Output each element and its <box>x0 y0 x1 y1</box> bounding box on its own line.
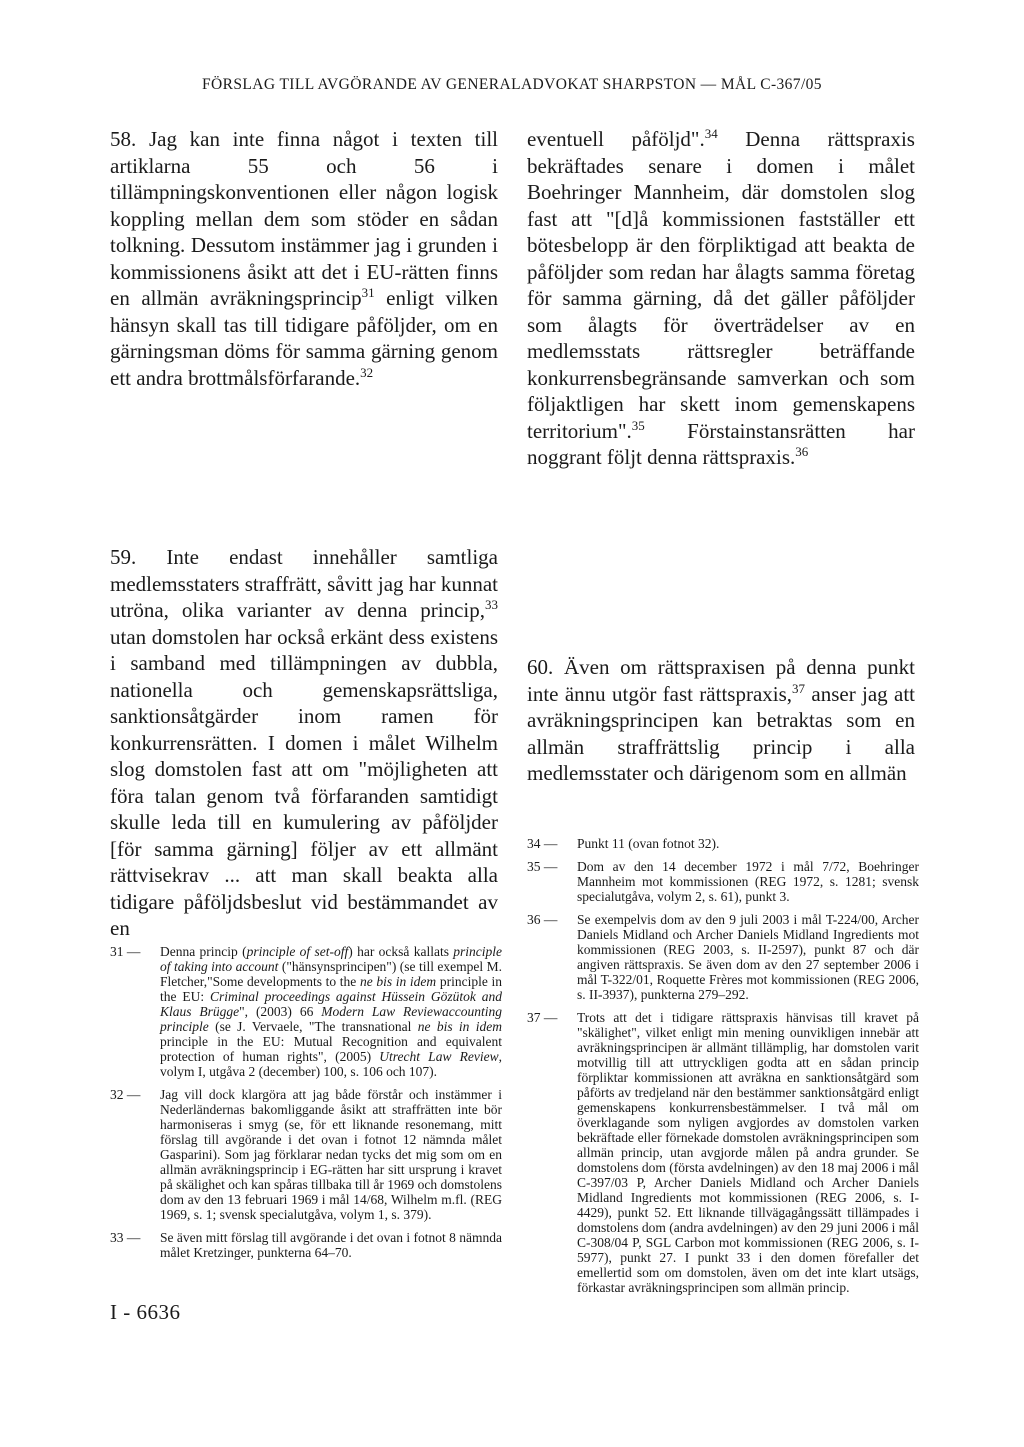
paragraph-59 <box>110 544 498 942</box>
footnote-number: 32 — <box>110 1087 141 1102</box>
paragraph-58-text-1: 58. Jag kan inte finna något i texten till artiklarna 55 och 56 i tillämpningskonventionen eller någon logisk koppling mellan dem som stöder en sådan tolkning. Dessutom instämmer jag i grunden i kommissionens åsikt att det i EU-rätten finns en allmän avräkningsprincip <box>110 127 498 310</box>
paragraph-58-continued <box>527 126 915 471</box>
footnote-text: Se exempelvis dom av den 9 juli 2003 i mål T-224/00, Archer Daniels Midland och Archer Daniels Midland Ingredients mot kommissionen (REG 2003, s. II-2597), punkt 87 och där angiven rättspraxis. Se även dom av den 27 september 2006 i mål T-322/01, Roquette Frères mot kommissionen (REG 2006, s. II-3937), punkterna 279–292. <box>577 912 919 1002</box>
paragraph-60-text-1: 60. Även om rättspraxisen på denna punkt inte ännu utgör fast rättspraxis, <box>527 655 915 706</box>
paragraph-59-text-2: utan domstolen har också erkänt dess existens i samband med tillämpningen av dubbla, nationella och gemenskapsrättsliga, sanktionsåtgärder inom ramen för konkurrensrätten. I domen i målet Wilhelm slog domstolen fast att om "möjligheten att föra talan genom två förfaranden samtidigt skulle leda till en kumulering av påföljder [för samma gärning] följer av ett allmänt rättvisekrav ... att man skall beakta alla tidigare påföljdsbeslut vid bestämmandet av en <box>110 624 498 940</box>
footnote-33 <box>110 1230 502 1260</box>
footnote-number: 37 — <box>527 1010 558 1025</box>
footnote-text: Trots att det i tidigare rättspraxis hänvisas till kravet på "skälighet", vilket enligt min mening ounvikligen innebär att avräkningsprincipen är allmänt tillämplig, har domstolen varit motvillig till att uttryckligen godta att en sådan princip förpliktar kommissionen att avräkna en sanktionsåtgärd som påförts av tredjeland när den bestämmer sanktionsåtgärd enligt gemenskapens konkurrensbestämmelser. I två mål om överklagande som nyligen avgjordes av domstolen varken bekräftade eller förnekade domstolen avräkningsprincipen som allmän princip, utan avgjorde målen på andra grunder. Se domstolens dom (första avdelningen) av den 18 maj 2006 i mål C-397/03 P, Archer Daniels Midland och Archer Daniels Midland Ingredients mot kommissionen (REG 2006, s. I-4429), punkt 52. Ett liknande tillvägagångssätt tillämpades i domstolens dom (andra avdelningen) av den 29 juni 2006 i mål C-308/04 P, SGL Carbon mot kommissionen (REG 2006, s. I-5977), punkt 27. I punkt 33 i den domen förefaller det emellertid som om domstolen, även om det inte klart utsägs, förkastar avräkningsprincipen som allmän princip. <box>577 1010 919 1295</box>
footnote-ref-34[interactable]: 34 <box>704 126 718 141</box>
footnote-number: 33 — <box>110 1230 141 1245</box>
footnote-number: 36 — <box>527 912 558 927</box>
footnote-number: 35 — <box>527 859 558 874</box>
paragraph-59-text-1: 59. Inte endast innehåller samtliga medlemsstaters straffrätt, såvitt jag har kunnat utröna, olika varianter av denna princip, <box>110 545 498 622</box>
footnote-number: 31 — <box>110 944 141 959</box>
footnote-36 <box>527 912 919 1002</box>
footnotes-left <box>110 944 502 1268</box>
running-header: FÖRSLAG TILL AVGÖRANDE AV GENERALADVOKAT SHARPSTON — MÅL C-367/05 <box>202 76 822 93</box>
footnote-text: Punkt 11 (ovan fotnot 32). <box>577 836 720 851</box>
footnote-text: Denna princip (principle of set-off) har också kallats principle of taking into account ("hänsynsprincipen") (se till exempel M. Fletcher,"Some developments to the ne bis in idem principle in the EU: Criminal proceedings against Hüssein Gözütok and Klaus Brügge", (2003) 66 Modern Law Reviewaccounting principle (se J. Vervaele, "The transnational ne bis in idem principle in the EU: Mutual Recognition and equivalent protection of human rights", (2005) Utrecht Law Review, volym I, utgåva 2 (december) 100, s. 106 och 107). <box>160 944 503 1079</box>
footnote-ref-36[interactable]: 36 <box>795 444 809 459</box>
paragraph-58 <box>110 126 498 391</box>
footnote-text: Se även mitt förslag till avgörande i det ovan i fotnot 8 nämnda målet Kretzinger, punkterna 64–70. <box>160 1230 502 1260</box>
footnote-31 <box>110 944 502 1079</box>
footnote-text: Dom av den 14 december 1972 i mål 7/72, Boehringer Mannheim mot kommissionen (REG 1972, s. 1281; svensk specialutgåva, volym 2, s. 61), punkt 3. <box>577 859 919 904</box>
footnote-32 <box>110 1087 502 1222</box>
paragraph-58-text-2: enligt vilken hänsyn skall tas till tidigare påföljder, om en gärningsman döms för samma gärning genom ett andra brottmålsförfarande. <box>110 286 498 390</box>
footnote-text: Jag vill dock klargöra att jag både förstår och instämmer i Nederländernas bakomliggande åsikt att straffrätten inte bör harmoniseras i smyg (se, för ett liknande resonemang, mitt förslag till avgörande i det ovan i fotnot 12 nämnda målet Gasparini). Som jag förklarar nedan tycks det mig som om en allmän avräkningsprincip i EG-rätten har sitt ursprung i kravet på skälighet och kan spåras tillbaka till år 1969 och domstolens dom av den 13 februari 1969 i mål 14/68, Wilhelm m.fl. (REG 1969, s. 1; svensk specialutgåva, volym 1, s. 379). <box>160 1087 502 1222</box>
footnote-ref-37[interactable]: 37 <box>792 680 806 696</box>
paragraph-58-cont-text-2: Denna rättspraxis bekräftades senare i domen i målet Boehringer Mannheim, där domstolen slog fast att "[d]å kommissionen fastställer ett bötesbelopp är den förpliktigad att beakta de påföljder som redan har ålagts samma företag för samma gärning, då det gäller påföljder som ålagts för överträdelser av en medlemsstats rättsregler beträffande konkurrensbegränsande samverkan och som följaktligen har skett inom gemenskapens territorium". <box>527 127 915 443</box>
footnote-ref-33[interactable]: 33 <box>485 597 498 612</box>
footnote-ref-31[interactable]: 31 <box>361 285 375 300</box>
page-number: I - 6636 <box>110 1300 181 1324</box>
paragraph-58-cont-text-3: Förstainstansrätten har noggrant följt denna rättspraxis. <box>527 418 915 469</box>
footnote-37 <box>527 1010 919 1295</box>
footnote-number: 34 — <box>527 836 558 851</box>
footnote-ref-35[interactable]: 35 <box>631 417 645 433</box>
footnotes-right <box>527 836 919 1303</box>
footnote-ref-32[interactable]: 32 <box>360 364 374 380</box>
paragraph-60-text-2: anser jag att avräkningsprincipen kan betraktas som en allmän straffrättslig princip i alla medlemsstater och därigenom som en allmän <box>527 681 916 785</box>
paragraph-60 <box>527 654 915 787</box>
footnote-35 <box>527 859 919 904</box>
paragraph-58-cont-text-1: eventuell påföljd". <box>527 127 705 151</box>
footnote-34 <box>527 836 919 851</box>
